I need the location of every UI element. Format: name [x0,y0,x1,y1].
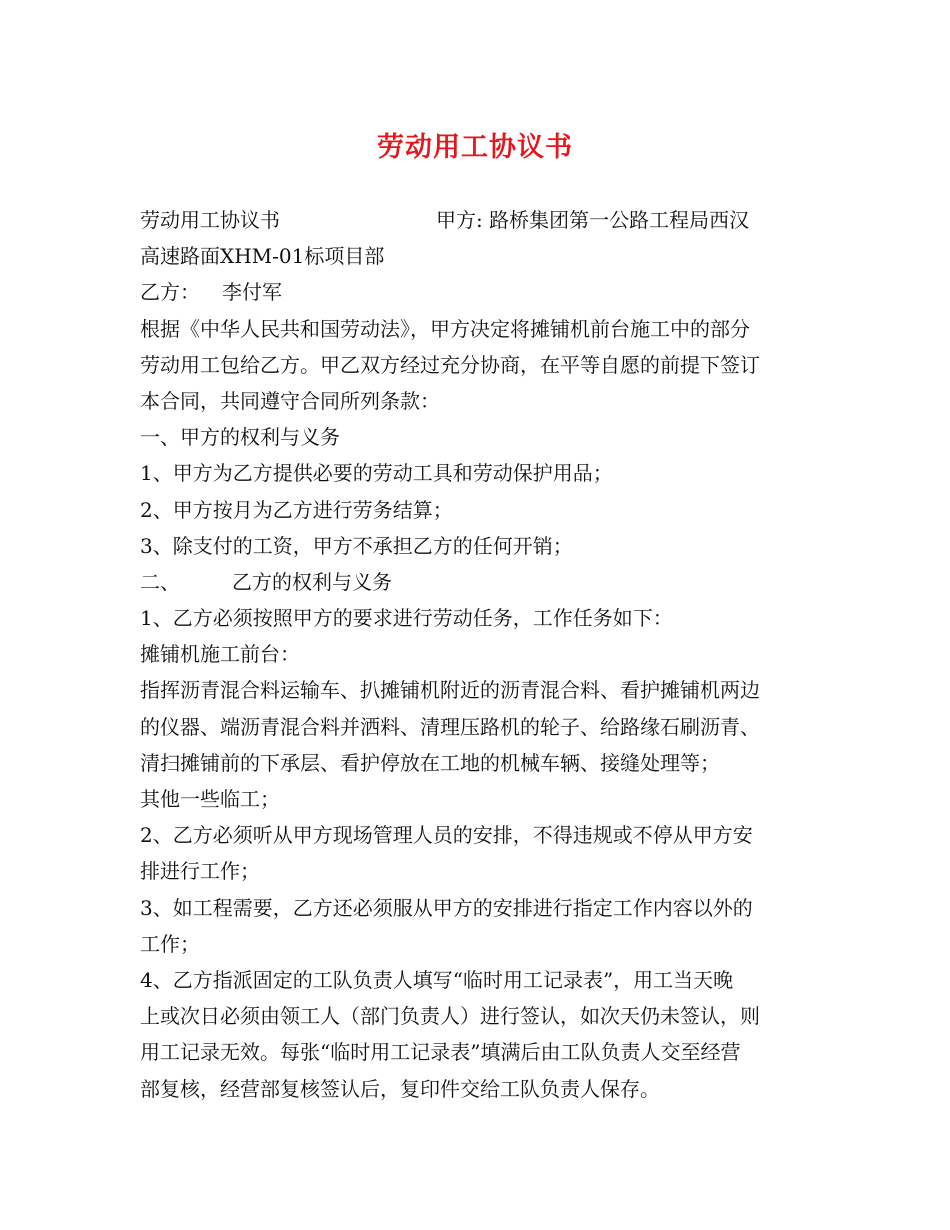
clause-line: 其他一些临工； [140,787,280,811]
clause-line: 工作； [140,931,200,956]
document-body [140,202,820,1107]
section-2-number: 二、 [140,569,180,594]
paragraph-line: 劳动用工包给乙方。甲乙双方经过充分协商，在平等自愿的前提下签订 [140,352,760,377]
clause-line: 用工记录无效。每张“临时用工记录表”填满后由工队负责人交至经营 [140,1040,741,1065]
clause-line: 1、乙方必须按照甲方的要求进行劳动任务，工作任务如下： [140,606,673,631]
doc-name: 劳动用工协议书 [140,208,280,232]
party-a-label: 甲方: [436,208,483,232]
party-b-name: 李付军 [222,280,282,305]
clause-line: 2、甲方按月为乙方进行劳务结算； [140,497,453,522]
header-line-2: 高速路面XHM-01标项目部 [140,244,385,269]
clause-line: 清扫摊铺前的下承层、看护停放在工地的机械车辆、接缝处理等； [140,750,720,775]
clause-line: 排进行工作； [140,859,260,884]
clause-line: 部复核，经营部复核签认后，复印件交给工队负责人保存。 [140,1076,660,1101]
clause-line: 1、甲方为乙方提供必要的劳动工具和劳动保护用品； [140,461,613,486]
section-heading-1: 一、甲方的权利与义务 [140,425,340,450]
party-b-line [140,274,820,310]
paragraph-line: 根据《中华人民共和国劳动法》，甲方决定将摊铺机前台施工中的部分 [140,316,750,341]
party-a-name-part1: 路桥集团第一公路工程局西汉 [489,208,750,232]
clause-line: 3、如工程需要，乙方还必须服从甲方的安排进行指定工作内容以外的 [140,895,753,920]
clause-line: 3、除支付的工资，甲方不承担乙方的任何开销； [140,533,573,558]
section-2-heading: 乙方的权利与义务 [232,569,392,594]
clause-line: 上或次日必须由领工人（部门负责人）进行签认，如次天仍未签认，则 [140,1004,760,1029]
clause-line: 4、乙方指派固定的工队负责人填写“临时用工记录表”，用工当天晚 [140,967,734,992]
clause-line: 2、乙方必须听从甲方现场管理人员的安排，不得违规或不停从甲方安 [140,823,753,848]
clause-line: 摊铺机施工前台： [140,642,300,667]
document-title: 劳动用工协议书 [377,132,573,163]
party-a [436,202,749,238]
header-line-1 [140,202,820,238]
paragraph-line: 本合同，共同遵守合同所列条款： [140,388,440,413]
clause-line: 指挥沥青混合料运输车、扒摊铺机附近的沥青混合料、看护摊铺机两边 [140,678,760,703]
party-b-label: 乙方： [140,280,200,305]
section-heading-2 [140,564,820,600]
clause-line: 的仪器、端沥青混合料并洒料、清理压路机的轮子、给路缘石刷沥青、 [140,714,760,739]
